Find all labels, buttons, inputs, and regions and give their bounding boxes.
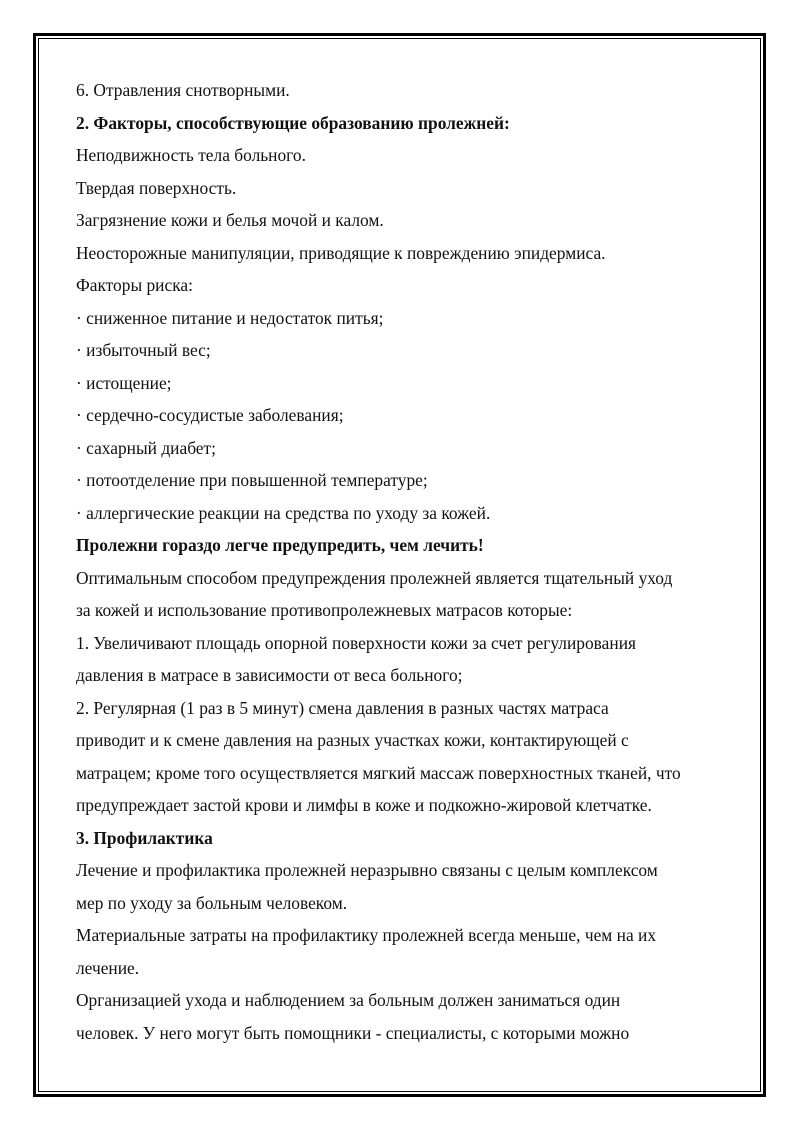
text-line: человек. У него могут быть помощники - специалисты, с которыми можно — [76, 1022, 630, 1043]
text-line: Материальные затраты на профилактику пролежней всегда меньше, чем на их — [76, 925, 657, 945]
text-line: лечение. — [76, 957, 140, 978]
text-line: 1. Увеличивают площадь опорной поверхности кожи за счет регулирования — [76, 632, 636, 653]
text-line: · сердечно-сосудистые заболевания; — [76, 405, 344, 425]
text-line: давления в матрасе в зависимости от веса больного; — [76, 665, 463, 685]
text-line: мер по уходу за больным человеком. — [76, 892, 348, 913]
section-heading: Пролежни гораздо легче предупредить, чем лечить! — [76, 535, 484, 555]
text-line: 6. Отравления снотворными. — [76, 80, 290, 100]
text-line: за кожей и использование противопролежневых матрасов которые: — [76, 600, 573, 620]
document-body — [76, 74, 756, 1049]
text-line: Лечение и профилактика пролежней неразрывно связаны с целым комплексом — [76, 860, 658, 880]
text-line: · сахарный диабет; — [76, 437, 216, 458]
text-line: Неподвижность тела больного. — [76, 145, 306, 165]
text-line: Факторы риска: — [76, 275, 193, 295]
text-line: Загрязнение кожи и белья мочой и калом. — [76, 210, 384, 230]
text-line: Твердая поверхность. — [76, 177, 237, 198]
text-line: предупреждает застой крови и лимфы в коже и подкожно-жировой клетчатке. — [76, 795, 652, 815]
text-line: матрацем; кроме того осуществляется мягкий массаж поверхностных тканей, что — [76, 762, 681, 783]
section-heading: 3. Профилактика — [76, 827, 213, 848]
section-heading: 2. Факторы, способствующие образованию пролежней: — [76, 112, 510, 133]
text-line: · истощение; — [76, 372, 172, 393]
text-line: Неосторожные манипуляции, приводящие к повреждению эпидермиса. — [76, 242, 606, 263]
text-line: · потоотделение при повышенной температуре; — [76, 470, 428, 490]
text-line: · аллергические реакции на средства по уходу за кожей. — [76, 502, 491, 523]
text-line: · избыточный вес; — [76, 340, 211, 360]
text-line: приводит и к смене давления на разных участках кожи, контактирующей с — [76, 730, 629, 750]
text-line: 2. Регулярная (1 раз в 5 минут) смена давления в разных частях матраса — [76, 697, 609, 718]
text-line: · сниженное питание и недостаток питья; — [76, 307, 384, 328]
text-line: Организацией ухода и наблюдением за больным должен заниматься один — [76, 990, 621, 1010]
text-line: Оптимальным способом предупреждения пролежней является тщательный уход — [76, 567, 673, 588]
